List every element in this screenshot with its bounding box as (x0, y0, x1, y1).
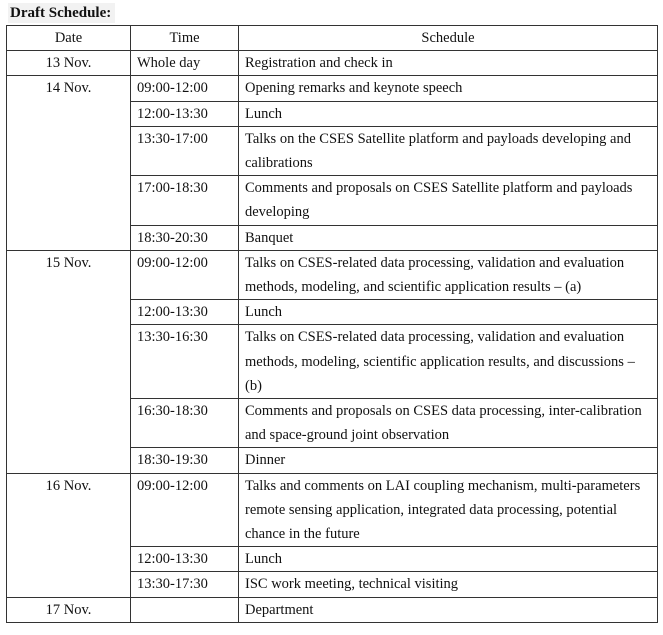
schedule-cell: Talks on the CSES Satellite platform and payloads developing and calibrations (239, 126, 658, 175)
column-header-date: Date (7, 26, 131, 51)
time-cell: 18:30-19:30 (131, 448, 239, 473)
time-cell: 13:30-17:00 (131, 126, 239, 175)
time-cell: 09:00-12:00 (131, 250, 239, 299)
column-header-schedule: Schedule (239, 26, 658, 51)
schedule-cell: Opening remarks and keynote speech (239, 76, 658, 101)
schedule-cell: Department (239, 597, 658, 622)
date-cell-15-nov: 15 Nov. (7, 250, 131, 473)
schedule-cell: Lunch (239, 300, 658, 325)
table-row (7, 473, 658, 547)
schedule-cell: Banquet (239, 225, 658, 250)
table-header-row (7, 26, 658, 51)
date-cell-17-nov: 17 Nov. (7, 597, 131, 622)
time-cell: 13:30-17:30 (131, 572, 239, 597)
time-cell: 09:00-12:00 (131, 473, 239, 547)
schedule-cell: Dinner (239, 448, 658, 473)
date-cell-16-nov: 16 Nov. (7, 473, 131, 597)
schedule-cell: ISC work meeting, technical visiting (239, 572, 658, 597)
date-cell-14-nov: 14 Nov. (7, 76, 131, 250)
schedule-cell: Lunch (239, 547, 658, 572)
schedule-cell: Registration and check in (239, 51, 658, 76)
time-cell: Whole day (131, 51, 239, 76)
time-cell: 09:00-12:00 (131, 76, 239, 101)
schedule-cell: Talks and comments on LAI coupling mechanism, multi-parameters remote sensing application, integrated data processing, potential chance in the future (239, 473, 658, 547)
time-cell: 12:00-13:30 (131, 547, 239, 572)
document-title: Draft Schedule: (8, 3, 115, 23)
schedule-cell: Talks on CSES-related data processing, validation and evaluation methods, modeling, and scientific application results – (a) (239, 250, 658, 299)
schedule-table (6, 25, 658, 623)
time-cell: 18:30-20:30 (131, 225, 239, 250)
time-cell: 16:30-18:30 (131, 399, 239, 448)
column-header-time: Time (131, 26, 239, 51)
date-cell-13-nov: 13 Nov. (7, 51, 131, 76)
table-row (7, 76, 658, 101)
schedule-cell: Comments and proposals on CSES data processing, inter-calibration and space-ground joint observation (239, 399, 658, 448)
time-cell (131, 597, 239, 622)
table-row (7, 597, 658, 622)
schedule-cell: Comments and proposals on CSES Satellite platform and payloads developing (239, 176, 658, 225)
table-row (7, 51, 658, 76)
time-cell: 12:00-13:30 (131, 300, 239, 325)
schedule-cell: Lunch (239, 101, 658, 126)
time-cell: 12:00-13:30 (131, 101, 239, 126)
time-cell: 13:30-16:30 (131, 325, 239, 399)
time-cell: 17:00-18:30 (131, 176, 239, 225)
schedule-cell: Talks on CSES-related data processing, validation and evaluation methods, modeling, scientific application results, and discussions – (b) (239, 325, 658, 399)
table-row (7, 250, 658, 299)
